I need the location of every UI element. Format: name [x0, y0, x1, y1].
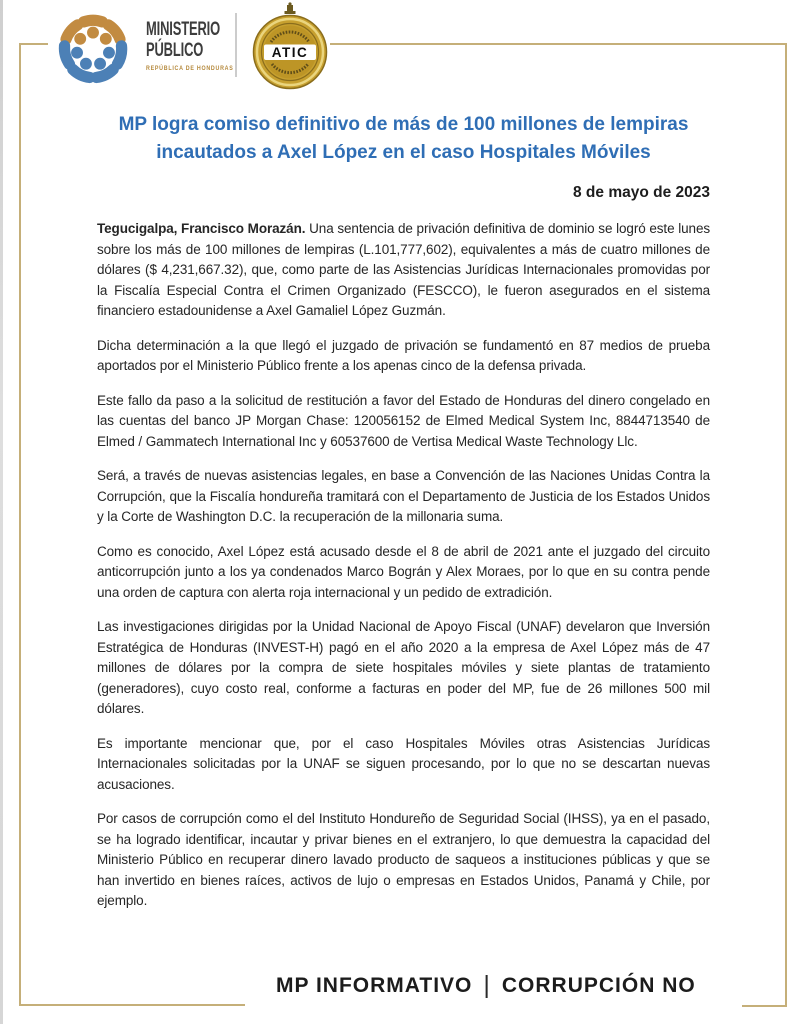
- article-title: [97, 111, 710, 167]
- paragraph-3: Este fallo da paso a la solicitud de restitución a favor del Estado de Honduras del dinero congelado en las cuentas del banco JP Morgan Chase: 120056152 de Elmed Medical System Inc, 8844713540 de Elmed / Gammatech International Inc y 60537600 de Vertisa Medical Waste Technology Llc.: [97, 392, 710, 449]
- article-date: 8 de mayo de 2023: [573, 184, 710, 201]
- footer-separator: |: [483, 971, 491, 999]
- paragraph-8: Por casos de corrupción como el del Instituto Hondureño de Seguridad Social (IHSS), ya en el pasado, se ha logrado identificar, incautar y privar bienes en el extranjero, lo que demuestra la capacidad del Ministerio Público en recuperar dinero lavado producto de saqueos a instituciones públicas y que se han invertido en bienes raíces, activos de lujo o empresas en Estados Unidos, Panamá y Chile, por ejemplo.: [97, 811, 710, 908]
- ministerio-publico-logo-icon: [50, 6, 136, 92]
- header-divider: [235, 13, 237, 77]
- article-title-line1: MP logra comiso definitivo de más de 100 millones de lempiras: [118, 114, 689, 135]
- frame-right-line: [785, 43, 787, 1007]
- paragraph-2: Dicha determinación a la que llegó el juzgado de privación se fundamentó en 87 medios de prueba aportados por el Ministerio Público frente a los apenas cinco de la defensa privada.: [97, 337, 710, 373]
- atic-badge-label: ATIC: [271, 44, 309, 60]
- footer-banner: [276, 970, 696, 999]
- org-subtitle: REPÚBLICA DE HONDURAS: [146, 65, 234, 72]
- frame-top-line-right: [330, 43, 787, 45]
- scan-edge-artifact: [0, 0, 3, 1024]
- org-name-line1: MINISTERIO: [146, 19, 221, 40]
- paragraph-7: Es importante mencionar que, por el caso Hospitales Móviles otras Asistencias Jurídicas Internacionales solicitadas por la UNAF se siguen procesando, por lo que no se descartan nuevas acusaciones.: [97, 735, 710, 792]
- org-name-block: [146, 19, 255, 72]
- footer-left-label: MP INFORMATIVO: [276, 974, 473, 997]
- atic-badge-icon: [251, 1, 329, 91]
- paragraph-1: [97, 219, 710, 322]
- footer-right-label: CORRUPCIÓN NO: [501, 974, 696, 997]
- frame-top-line-left: [19, 43, 48, 45]
- org-name: [146, 19, 220, 61]
- org-name-line2: PÚBLICO: [146, 40, 204, 61]
- frame-left-line: [19, 43, 21, 1006]
- article-title-line2: incautados a Axel López en el caso Hospitales Móviles: [156, 142, 651, 163]
- frame-bottom-line-left: [19, 1004, 245, 1006]
- dateline-location: Tegucigalpa, Francisco Morazán.: [97, 221, 306, 236]
- paragraph-5: Como es conocido, Axel López está acusado desde el 8 de abril de 2021 ante el juzgado del circuito anticorrupción junto a los ya condenados Marco Bográn y Alex Moraes, por lo que en su contra pende una orden de captura con alerta roja internacional y un pedido de extradición.: [97, 543, 710, 600]
- article-body: [97, 219, 710, 926]
- frame-bottom-line-right: [742, 1005, 787, 1007]
- paragraph-1-text: Una sentencia de privación definitiva de dominio se logró este lunes sobre los más de 100 millones de lempiras (L.101,777,602), equivalentes a más de cuatro millones de dólares ($ 4,231,667.32), que, como parte de las Asistencias Jurídicas Internacionales promovidas por la Fiscalía Especial Contra el Crimen Organizado (FESCCO), le fueron asegurados en el sistema financiero estadounidense a Axel Gamaliel López Guzmán.: [97, 221, 711, 318]
- paragraph-4: Será, a través de nuevas asistencias legales, en base a Convención de las Naciones Unidas Contra la Corrupción, que la Fiscalía hondureña tramitará con el Departamento de Justicia de los Estados Unidos y la Corte de Washington D.C. la recuperación de la millonaria suma.: [97, 468, 710, 524]
- paragraph-6: Las investigaciones dirigidas por la Unidad Nacional de Apoyo Fiscal (UNAF) develaron que Inversión Estratégica de Honduras (INVEST-H) pagó en el año 2020 a la empresa de Axel López más de 47 millones de dólares por la compra de siete hospitales móviles y siete plantas de tratamiento (generadores), cuyo costo real, conforme a facturas en poder del MP, fue de 26 millones 500 mil dólares.: [97, 619, 710, 716]
